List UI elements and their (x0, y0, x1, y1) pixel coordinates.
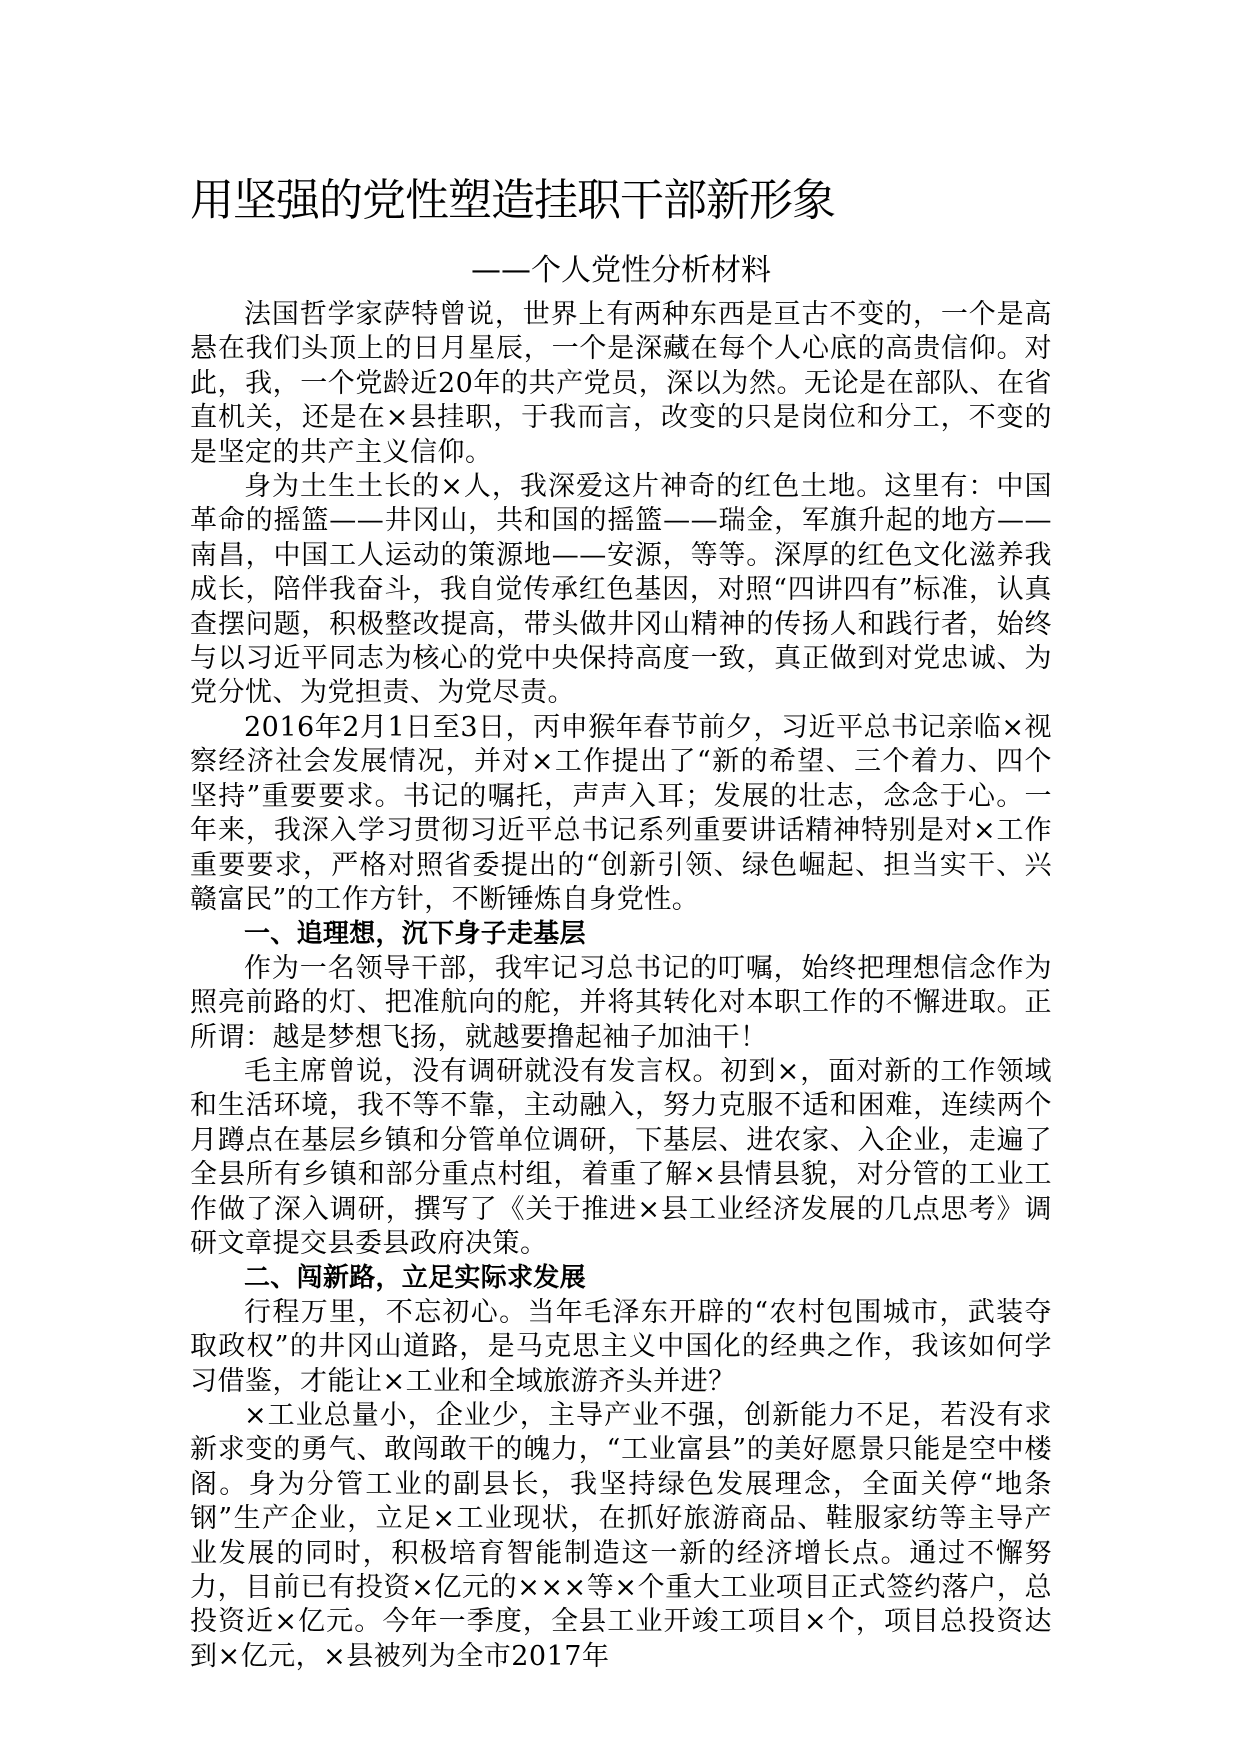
section-heading-2: 二、闯新路，立足实际求发展 (244, 1263, 586, 1294)
section-heading-1: 一、追理想，沉下身子走基层 (244, 919, 586, 950)
paragraph-intro-2: 身为土生土长的×人，我深爱这片神奇的红色土地。这里有：中国革命的摇篮——井冈山，共和国的摇篮——瑞金，军旗升起的地方——南昌，中国工人运动的策源地——安源，等等。深厚的红色文化滋养我成长，陪伴我奋斗，我自觉传承红色基因，对照“四讲四有”标准，认真查摆问题，积极整改提高，带头做井冈山精神的传扬人和践行者，始终与以习近平同志为核心的党中央保持高度一致，真正做到对党忠诚、为党分忧、为党担责、为党尽责。 (190, 471, 1052, 709)
paragraph-intro-3: 2016年2月1日至3日，丙申猴年春节前夕，习近平总书记亲临×视察经济社会发展情况，并对×工作提出了“新的希望、三个着力、四个坚持”重要要求。书记的嘱托，声声入耳；发展的壮志，念念于心。一年来，我深入学习贯彻习近平总书记系列重要讲话精神特别是对×工作重要要求，严格对照省委提出的“创新引领、绿色崛起、担当实干、兴赣富民”的工作方针，不断锤炼自身党性。 (190, 711, 1052, 915)
section2-paragraph-2: ×工业总量小，企业少，主导产业不强，创新能力不足，若没有求新求变的勇气、敢闯敢干的魄力，“工业富县”的美好愿景只能是空中楼阁。身为分管工业的副县长，我坚持绿色发展理念，全面关停“地条钢”生产企业，立足×工业现状，在抓好旅游商品、鞋服家纺等主导产业发展的同时，积极培育智能制造这一新的经济增长点。通过不懈努力，目前已有投资×亿元的×××等×个重大工业项目正式签约落户，总投资近×亿元。今年一季度，全县工业开竣工项目×个，项目总投资达到×亿元，×县被列为全市2017年 (190, 1400, 1052, 1672)
document-title: 用坚强的党性塑造挂职干部新形象 (190, 175, 835, 226)
section1-paragraph-1: 作为一名领导干部，我牢记习总书记的叮嘱，始终把理想信念作为照亮前路的灯、把准航向的舵，并将其转化对本职工作的不懈进取。正所谓：越是梦想飞扬，就越要撸起袖子加油干！ (190, 952, 1052, 1053)
section1-paragraph-2: 毛主席曾说，没有调研就没有发言权。初到×，面对新的工作领域和生活环境，我不等不靠，主动融入，努力克服不适和困难，连续两个月蹲点在基层乡镇和分管单位调研，下基层、进农家、入企业，走遍了全县所有乡镇和部分重点村组，着重了解×县情县貌，对分管的工业工作做了深入调研，撰写了《关于推进×县工业经济发展的几点思考》调研文章提交县委县政府决策。 (190, 1055, 1052, 1259)
document-subtitle: ——个人党性分析材料 (471, 253, 771, 288)
section2-paragraph-1: 行程万里，不忘初心。当年毛泽东开辟的“农村包围城市，武装夺取政权”的井冈山道路，是马克思主义中国化的经典之作，我该如何学习借鉴，才能让×工业和全域旅游齐头并进？ (190, 1296, 1052, 1397)
document-body (190, 166, 1052, 1674)
paragraph-intro-1: 法国哲学家萨特曾说，世界上有两种东西是亘古不变的，一个是高悬在我们头顶上的日月星辰，一个是深藏在每个人心底的高贵信仰。对此，我，一个党龄近20年的共产党员，深以为然。无论是在部队、在省直机关，还是在×县挂职，于我而言，改变的只是岗位和分工，不变的是坚定的共产主义信仰。 (190, 299, 1052, 468)
